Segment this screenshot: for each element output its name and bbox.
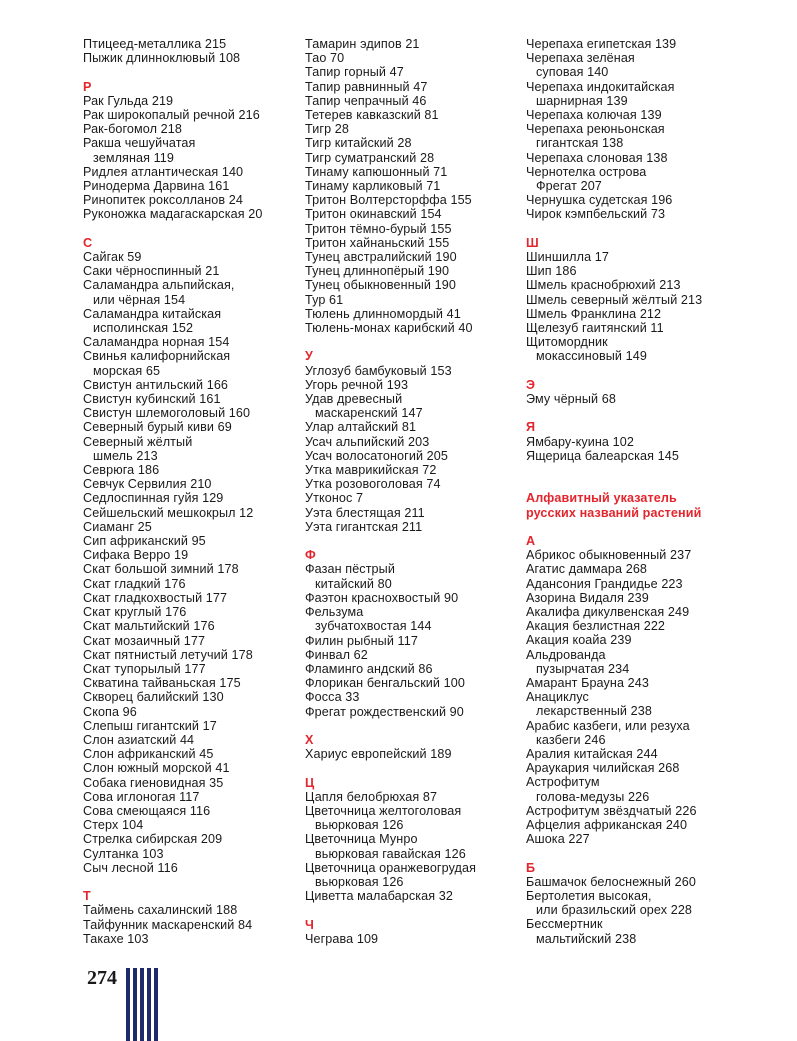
spacer [526,846,741,860]
index-entry: Скат мальтийский 176 [83,619,215,634]
index-entry: Свинья калифорнийская [83,349,231,364]
index-entry: Тигр 28 [305,122,349,137]
index-entry-continuation: пузырчатая 234 [536,661,630,676]
index-entry: Сова смеющаяся 116 [83,803,211,818]
index-entry: Усач альпийский 203 [305,434,430,449]
index-entry: Фосса 33 [305,690,360,705]
index-entry: Черепаха реюньонская [526,122,665,137]
index-entry: Шмель краснобрюхий 213 [526,278,681,293]
index-entry: Чернушка судетская 196 [526,193,673,208]
index-entry: Северный бурый киви 69 [83,420,232,435]
index-letter-heading: А [526,534,536,549]
spacer [305,335,510,349]
index-entry: Фламинго андский 86 [305,661,433,676]
index-entry: Агатис даммара 268 [526,562,648,577]
index-entry: Шиншилла 17 [526,250,609,265]
index-entry: Саламандра норная 154 [83,335,230,350]
index-entry-continuation: мальтийский 238 [536,931,637,946]
index-entry-continuation: земляная 119 [93,150,175,165]
index-entry: Скат гладкий 176 [83,576,186,591]
spacer [83,222,288,236]
index-entry: Араукария чилийская 268 [526,761,680,776]
index-entry: Бессмертник [526,917,603,932]
index-entry: Ринопитек роксолланов 24 [83,193,243,208]
index-entry: Седлоспинная гуйя 129 [83,491,224,506]
index-entry: Щелезуб гаитянский 11 [526,321,664,336]
index-letter-heading: Ч [305,917,314,932]
index-entry: Финвал 62 [305,647,368,662]
index-entry: Тритон окинавский 154 [305,207,442,222]
index-entry: Пыжик длинноклювый 108 [83,51,241,66]
index-letter-heading: Х [305,732,314,747]
index-entry: Слепыш гигантский 17 [83,718,217,733]
index-entry: Сиаманг 25 [83,519,152,534]
index-entry: Угорь речной 193 [305,377,409,392]
spacer [305,903,510,917]
index-entry: Акация коайа 239 [526,633,632,648]
index-entry: Сайгак 59 [83,250,142,265]
index-entry: Саламандра китайская [83,306,222,321]
index-entry: Скат мозаичный 177 [83,633,206,648]
index-entry: Фельзума [305,605,364,620]
index-entry-continuation: голова-медузы 226 [536,789,650,804]
index-entry: Амарант Брауна 243 [526,676,649,691]
index-entry: Рак широкопалый речной 216 [83,108,260,122]
index-entry: Черепаха индокитайская [526,79,675,94]
index-entry: Чернотелка острова [526,164,647,179]
index-entry: Циветта малабарская 32 [305,889,453,904]
index-entry: Стерх 104 [83,818,144,833]
index-entry: Таймень сахалинский 188 [83,903,238,918]
index-letter-heading: Р [83,79,92,94]
spacer [526,364,741,378]
index-entry: Тапир чепрачный 46 [305,93,427,108]
index-entry: Тритон хайнаньский 155 [305,235,450,250]
index-entry-continuation: мокассиновый 149 [536,349,647,364]
index-entry: Скватина тайваньская 175 [83,676,241,691]
index-entry: Тритон Волтерсторффа 155 [305,193,472,208]
page-stripes-decoration [126,968,158,1041]
index-entry: Скат тупорылый 177 [83,661,206,676]
index-entry: Тетерев кавказский 81 [305,108,439,123]
index-entry: Чирок кэмпбельский 73 [526,207,666,222]
index-entry: Утка маврикийская 72 [305,463,437,478]
index-entry: Тюлень длинномордый 41 [305,306,461,321]
index-entry-continuation: казбеги 246 [536,732,606,747]
index-entry: Уэта гигантская 211 [305,519,423,534]
index-entry: Тапир горный 47 [305,65,404,80]
index-entry: Астрофитум [526,775,600,790]
index-entry: Башмачок белоснежный 260 [526,874,696,889]
index-entry: Утконос 7 [305,491,364,506]
index-letter-heading: Ф [305,548,316,563]
index-entry: Акация безлистная 222 [526,619,666,634]
index-entry-continuation: или чёрная 154 [93,292,186,307]
index-entry: Рак Гульда 219 [83,93,174,108]
spacer [305,719,510,733]
index-entry: Сифака Верро 19 [83,548,189,563]
index-entry: Шип 186 [526,264,577,279]
index-entry: Тюлень-монах карибский 40 [305,321,473,336]
index-entry: Ринодерма Дарвина 161 [83,179,230,194]
index-letter-heading: Ц [305,775,315,790]
index-entry-continuation: или бразильский орех 228 [536,903,693,918]
index-entry: Цветочница желтоголовая [305,803,462,818]
spacer [526,222,741,236]
index-entry-continuation: шарнирная 139 [536,93,628,108]
index-entry: Утка розовоголовая 74 [305,477,441,492]
index-letter-heading: Я [526,420,536,435]
index-entry: Фазан пёстрый [305,562,395,577]
index-entry: Ящерица балеарская 145 [526,448,679,463]
index-entry: Черепаха зелёная [526,51,635,66]
index-column-3 [526,37,741,946]
index-entry: Скат большой зимний 178 [83,562,239,577]
index-letter-heading: У [305,349,313,364]
index-entry: Анациклус [526,690,589,705]
index-entry: Абрикос обыкновенный 237 [526,548,692,563]
index-entry: Астрофитум звёздчатый 226 [526,803,697,818]
spacer [305,534,510,548]
index-entry: Альдрованда [526,647,606,662]
spacer [305,761,510,775]
spacer [526,520,741,534]
index-entry: Чеграва 109 [305,931,379,946]
index-entry: Адансония Грандидье 223 [526,576,683,591]
index-entry: Скопа 96 [83,704,137,719]
index-entry-continuation: вьюрковая гавайская 126 [315,846,466,861]
index-entry: Удав древесный [305,392,403,407]
index-entry-continuation: исполинская 152 [93,321,194,336]
index-entry: Севчук Сервилия 210 [83,477,212,492]
spacer [83,65,288,79]
index-entry: Ридлея атлантическая 140 [83,164,244,179]
index-entry: Цапля белобрюхая 87 [305,789,438,804]
spacer [83,875,288,889]
index-entry: Углозуб бамбуковый 153 [305,363,452,378]
section-title: Алфавитный указатель [526,491,677,506]
index-entry: Сейшельский мешкокрыл 12 [83,505,254,520]
index-entry: Тур 61 [305,292,344,307]
index-entry: Азорина Видаля 239 [526,590,649,605]
index-entry: Скворец балийский 130 [83,690,224,705]
index-entry: Тао 70 [305,51,345,66]
index-entry-continuation: китайский 80 [315,576,392,591]
index-entry: Аралия китайская 244 [526,747,658,762]
index-entry: Афцелия африканская 240 [526,818,688,833]
index-entry-continuation: шмель 213 [93,448,158,463]
index-column-1 [83,37,288,946]
index-entry-continuation: Фрегат 207 [536,179,602,194]
index-entry: Фрегат рождественский 90 [305,704,464,719]
index-entry: Акалифа дикулвенская 249 [526,605,690,620]
index-entry: Тунец обыкновенный 190 [305,278,456,293]
index-entry: Черепаха колючая 139 [526,108,662,123]
index-entry: Флорикан бенгальский 100 [305,676,465,691]
index-entry: Хариус европейский 189 [305,747,452,762]
index-letter-heading: Ш [526,235,539,250]
spacer [526,406,741,420]
index-entry: Тунец длиннопёрый 190 [305,264,450,279]
index-entry: Улар алтайский 81 [305,420,417,435]
index-entry: Севрюга 186 [83,463,160,478]
index-entry: Слон африканский 45 [83,747,214,762]
index-entry: Сова иглоногая 117 [83,789,200,804]
index-entry: Тинаму карликовый 71 [305,179,441,194]
index-letter-heading: Б [526,860,536,875]
index-entry: Тигр суматранский 28 [305,150,435,165]
index-entry: Шмель северный жёлтый 213 [526,292,703,307]
index-entry: Северный жёлтый [83,434,193,449]
index-entry: Такахе 103 [83,931,149,946]
index-entry: Птицеед-металлика 215 [83,37,227,51]
index-entry: Скат пятнистый летучий 178 [83,647,253,662]
index-entry: Цветочница оранжевогрудая [305,860,477,875]
spacer [526,463,741,477]
index-entry: Ямбару-куина 102 [526,434,634,449]
index-entry: Сип африканский 95 [83,534,206,549]
index-entry-continuation: суповая 140 [536,65,609,80]
index-entry: Свистун шлемоголовый 160 [83,406,251,421]
index-entry: Тунец австралийский 190 [305,250,457,265]
index-entry: Черепаха слоновая 138 [526,150,668,165]
index-entry-continuation: зубчатохвостая 144 [315,619,432,634]
index-entry: Сыч лесной 116 [83,860,178,875]
index-entry: Фаэтон краснохвостый 90 [305,590,459,605]
spacer [526,477,741,491]
index-entry: Ашока 227 [526,832,590,847]
index-column-2 [305,37,510,946]
index-letter-heading: С [83,235,93,250]
index-entry-continuation: лекарственный 238 [536,704,652,719]
index-entry: Уэта блестящая 211 [305,505,425,520]
index-letter-heading: Т [83,889,91,904]
index-entry: Руконожка мадагаскарская 20 [83,207,263,222]
index-entry: Свистун кубинский 161 [83,392,221,407]
index-entry: Свистун антильский 166 [83,377,229,392]
section-title: русских названий растений [526,505,702,520]
index-entry: Щитомордник [526,335,608,350]
index-entry: Собака гиеновидная 35 [83,775,224,790]
index-entry: Эму чёрный 68 [526,392,616,407]
index-entry: Арабис казбеги, или резуха [526,718,690,733]
index-entry: Черепаха египетская 139 [526,37,677,51]
index-entry-continuation: вьюрковая 126 [315,818,404,833]
index-entry-continuation: маскаренский 147 [315,406,423,421]
page-number: 274 [87,967,117,989]
index-entry: Саламандра альпийская, [83,278,235,293]
index-entry-continuation: вьюрковая 126 [315,874,404,889]
index-entry: Тапир равнинный 47 [305,79,428,94]
index-entry: Скат круглый 176 [83,605,187,620]
index-entry-continuation: морская 65 [93,363,161,378]
index-entry: Филин рыбный 117 [305,633,418,648]
index-entry: Стрелка сибирская 209 [83,832,223,847]
index-entry: Скат гладкохвостый 177 [83,590,228,605]
index-entry: Тайфунник маскаренский 84 [83,917,253,932]
index-entry: Цветочница Мунро [305,832,418,847]
index-entry: Шмель Франклина 212 [526,306,662,321]
index-entry: Тигр китайский 28 [305,136,412,151]
index-entry: Бертолетия высокая, [526,889,652,904]
index-entry: Тритон тёмно-бурый 155 [305,221,452,236]
index-entry: Слон южный морской 41 [83,761,230,776]
index-entry: Султанка 103 [83,846,164,861]
index-entry: Усач волосатоногий 205 [305,448,448,463]
index-entry: Тинаму капюшонный 71 [305,164,448,179]
index-entry: Тамарин эдипов 21 [305,37,420,51]
index-entry: Саки чёрноспинный 21 [83,264,220,279]
index-entry: Ракша чешуйчатая [83,136,196,151]
index-letter-heading: Э [526,377,536,392]
index-entry-continuation: гигантская 138 [536,136,624,151]
index-entry: Рак-богомол 218 [83,122,182,137]
index-entry: Слон азиатский 44 [83,732,195,747]
